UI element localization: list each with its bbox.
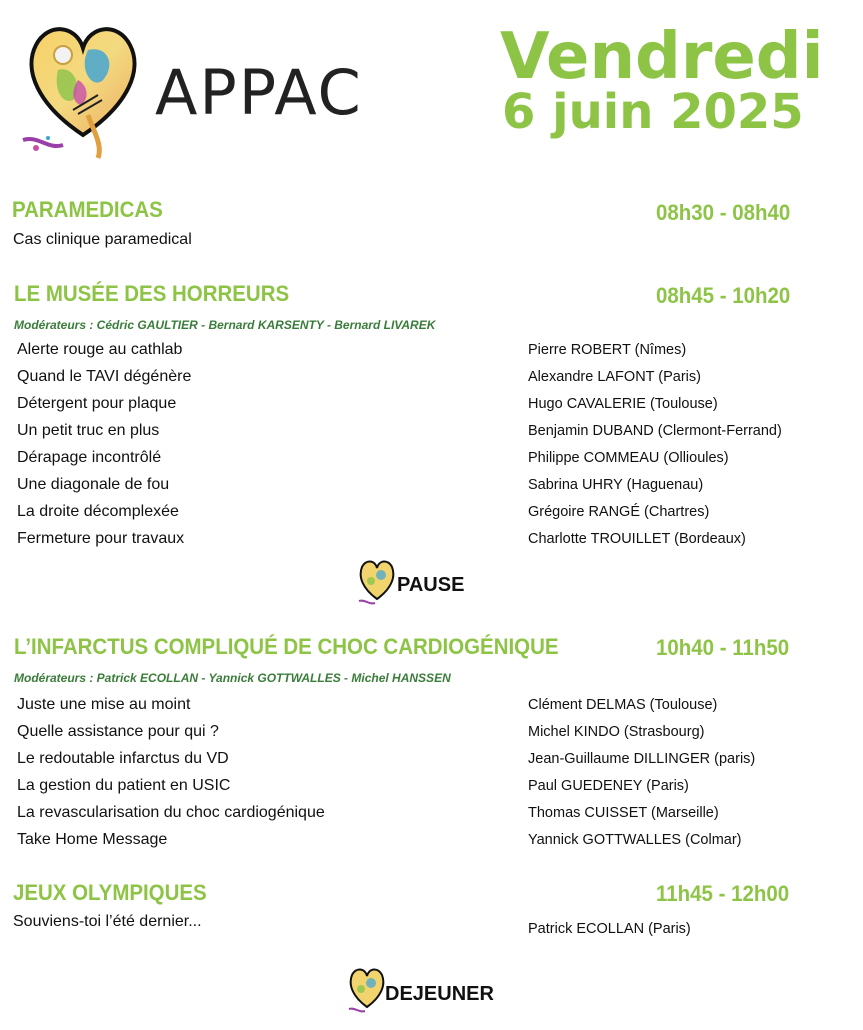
talk-speaker: Jean-Guillaume DILLINGER (paris): [528, 751, 756, 767]
talk-title: Fermeture pour travaux: [17, 530, 185, 547]
talk-title: Juste une mise au moint: [17, 696, 191, 713]
section-subtitle: Cas clinique paramedical: [13, 231, 192, 248]
talk-title: Alerte rouge au cathlab: [17, 341, 183, 358]
section-time: 08h45 - 10h20: [656, 283, 791, 308]
talk-speaker: Charlotte TROUILLET (Bordeaux): [528, 531, 746, 547]
talk-title: Quelle assistance pour qui ?: [17, 723, 219, 740]
talk-speaker: Clément DELMAS (Toulouse): [528, 697, 718, 713]
pause-label: PAUSE: [397, 574, 465, 596]
section-subtitle: Souviens-toi l’été dernier...: [13, 913, 202, 930]
talk-speaker: Grégoire RANGÉ (Chartres): [528, 504, 710, 520]
talk-speaker: Philippe COMMEAU (Ollioules): [528, 450, 729, 466]
talk-title: Dérapage incontrôlé: [17, 449, 162, 466]
talk-speaker: Michel KINDO (Strasbourg): [528, 724, 705, 740]
section-title: L’INFARCTUS COMPLIQUÉ DE CHOC CARDIOGÉNIQUE: [14, 634, 559, 659]
lunch-label: DEJEUNER: [385, 983, 494, 1005]
talk-title: La revascularisation du choc cardiogénique: [17, 804, 325, 821]
talk-speaker: Yannick GOTTWALLES (Colmar): [528, 832, 742, 848]
talk-speaker: Paul GUEDENEY (Paris): [528, 778, 689, 794]
section-time: 10h40 - 11h50: [656, 635, 790, 660]
talk-title: Take Home Message: [17, 831, 168, 848]
talk-title: Un petit truc en plus: [17, 422, 160, 439]
moderators: Modérateurs : Cédric GAULTIER - Bernard KARSENTY - Bernard LIVAREK: [14, 318, 436, 332]
talk-speaker: Hugo CAVALERIE (Toulouse): [528, 396, 718, 412]
talk-speaker: Benjamin DUBAND (Clermont-Ferrand): [528, 423, 782, 439]
talk-speaker: Patrick ECOLLAN (Paris): [528, 921, 691, 937]
talk-title: Une diagonale de fou: [17, 476, 170, 493]
section-title: LE MUSÉE DES HORREURS: [14, 281, 290, 306]
moderators: Modérateurs : Patrick ECOLLAN - Yannick GOTTWALLES - Michel HANSSEN: [14, 671, 451, 685]
heart-pause-icon: [357, 555, 397, 607]
talk-speaker: Alexandre LAFONT (Paris): [528, 369, 701, 385]
talk-title: La gestion du patient en USIC: [17, 777, 231, 794]
talk-title: La droite décomplexée: [17, 503, 179, 520]
event-day: Vendredi: [500, 20, 824, 94]
talk-speaker: Pierre ROBERT (Nîmes): [528, 342, 687, 358]
talk-title: Le redoutable infarctus du VD: [17, 750, 229, 767]
section-title: PARAMEDICAS: [12, 197, 163, 222]
talk-speaker: Thomas CUISSET (Marseille): [528, 805, 719, 821]
event-date: 6 juin 2025: [502, 84, 804, 140]
brand-name: APPAC: [155, 56, 363, 129]
talk-title: Détergent pour plaque: [17, 395, 177, 412]
heart-lunch-icon: [347, 963, 387, 1015]
appac-heart-logo-icon: [18, 10, 148, 160]
talk-speaker: Sabrina UHRY (Haguenau): [528, 477, 704, 493]
section-time: 11h45 - 12h00: [656, 881, 790, 906]
section-time: 08h30 - 08h40: [656, 200, 791, 225]
section-title: JEUX OLYMPIQUES: [13, 880, 207, 905]
talk-title: Quand le TAVI dégénère: [17, 368, 192, 385]
